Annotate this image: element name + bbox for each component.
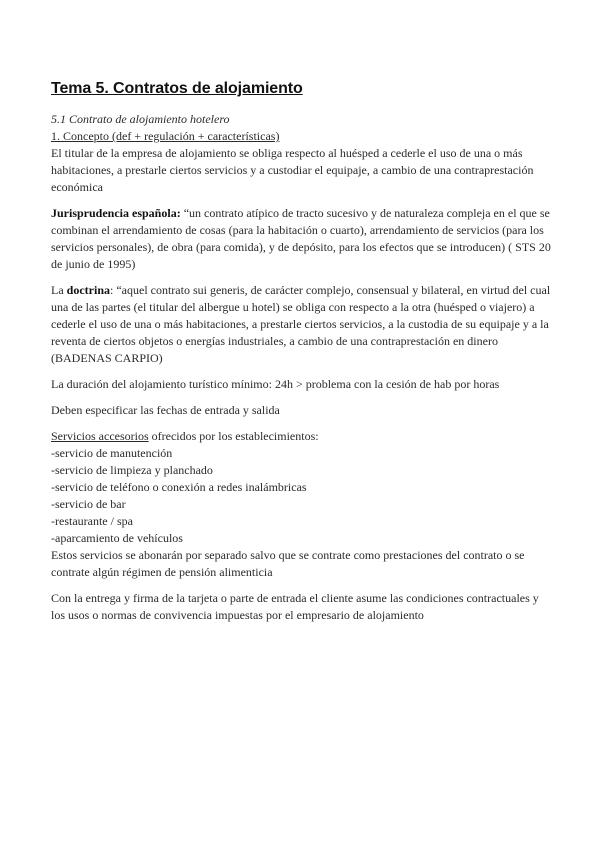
doctrine-paragraph (51, 282, 555, 367)
list-item: -servicio de teléfono o conexión a redes inalámbricas (51, 480, 307, 494)
jurisprudence-paragraph (51, 205, 555, 273)
services-list (51, 445, 555, 547)
closing-paragraph: Con la entrega y firma de la tarjeta o parte de entrada el cliente asume las condiciones contractuales y los usos o normas de convivencia impuestas por el empresario de alojamiento (51, 591, 539, 622)
jurisprudence-text: “un contrato atípico de tracto sucesivo y de naturaleza compleja en el que se combinan el arrendamiento de cosas (para la habitación o cuarto), arrendamiento de servicios (para los servicios personales), de obra (para comida), y de depósito, para los efectos que se introducen) ( STS 20 de junio de 1995) (51, 206, 551, 271)
page-title: Tema 5. Contratos de alojamiento (51, 80, 303, 97)
definition-paragraph: El titular de la empresa de alojamiento se obliga respecto al huésped a cederle el uso de una o más habitaciones, a prestarle ciertos servicios y a custodiar el equipaje, a cambio de una contraprestación económica (51, 146, 534, 194)
doctrine-text: : “aquel contrato sui generis, de carácter complejo, consensual y bilateral, en virtud del cual una de las partes (el titular del albergue u hotel) se obliga con respecto a la otra (huésped o viajero) a cederle el uso de una o más habitaciones, a prestarle ciertos servicios, a la custodia de su equipaje y a la reventa de ciertos objetos o energías industriales, a cambio de una contraprestación en dinero (BADENAS CARPIO) (51, 283, 551, 365)
jurisprudence-label: Jurisprudencia española: (51, 206, 181, 220)
list-item: -aparcamiento de vehículos (51, 531, 183, 545)
services-intro-text: ofrecidos por los establecimientos: (148, 429, 319, 443)
doctrine-label: doctrina (66, 283, 110, 297)
list-item: -servicio de bar (51, 497, 126, 511)
services-intro (51, 428, 555, 445)
list-item: -servicio de limpieza y planchado (51, 463, 213, 477)
duration-paragraph: La duración del alojamiento turístico mínimo: 24h > problema con la cesión de hab por horas (51, 377, 500, 391)
document-body (51, 80, 555, 624)
services-note: Estos servicios se abonarán por separado salvo que se contrate como prestaciones del contrato o se contrate algún régimen de pensión alimenticia (51, 548, 525, 579)
services-label: Servicios accesorios (51, 429, 149, 443)
concept-heading: 1. Concepto (def + regulación + características) (51, 129, 280, 143)
doctrine-prefix: La (51, 283, 67, 297)
dates-paragraph: Deben especificar las fechas de entrada y salida (51, 403, 280, 417)
section-heading: 5.1 Contrato de alojamiento hotelero (51, 112, 230, 126)
list-item: -restaurante / spa (51, 514, 133, 528)
list-item: -servicio de manutención (51, 446, 173, 460)
